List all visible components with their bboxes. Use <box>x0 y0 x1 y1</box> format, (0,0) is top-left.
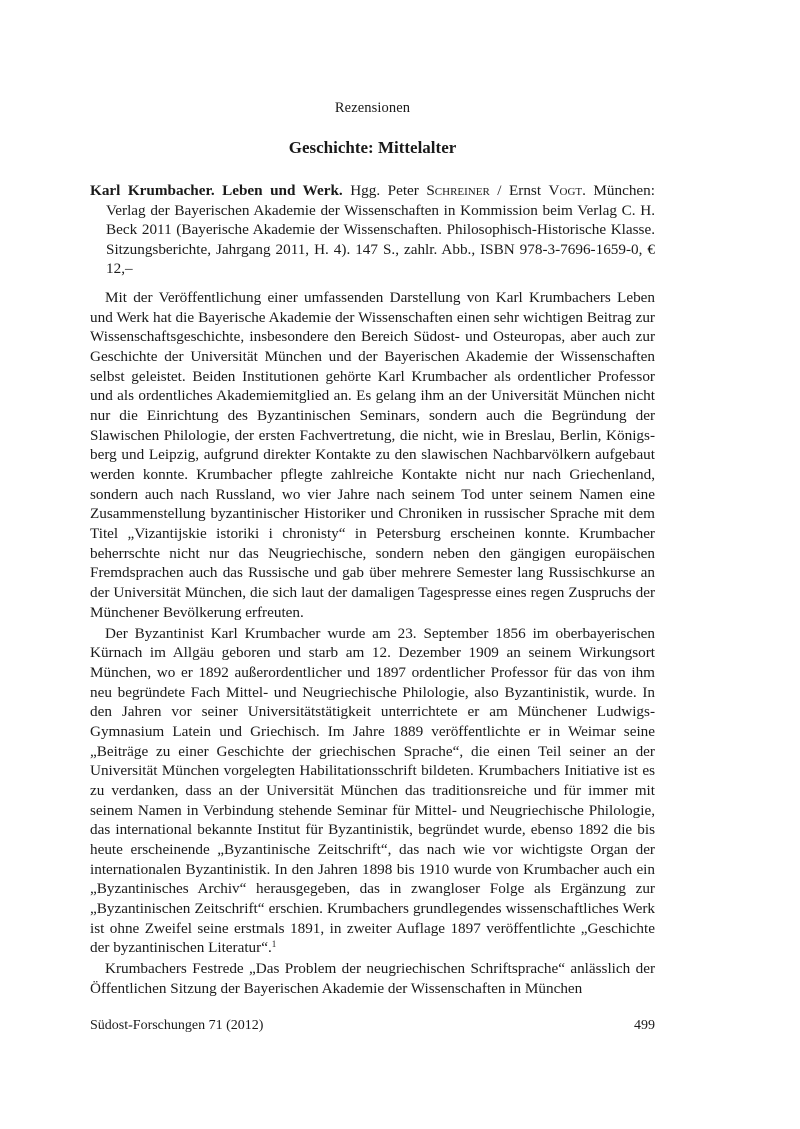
paragraph-text: Krumbachers Festrede „Das Problem der neugriechischen Schriftsprache“ anlässlich der Öffentlichen Sitzung der Bayerischen Akademie der Wissenschaften in München <box>90 960 655 997</box>
paragraph <box>90 288 655 622</box>
journal-citation: Südost-Forschungen 71 (2012) <box>90 1018 264 1033</box>
paragraph-text: Mit der Veröffentlichung einer umfassenden Darstellung von Karl Krumbachers Leben und Werk hat die Bayerische Akademie der Wissenschaften einen sehr wichtigen Beitrag zur Wissenschaftsgeschichte, insbesondere den Bereich Südost- und Osteuropas, aber auch zur Geschichte der Universität München und der Bayerischen Akademie der Wissenschaften selbst geleistet. Beiden Institutionen gehörte Karl Krumbacher als ordentlicher Professor und als ordentliches Akademiemitglied an. Es gelang ihm an der Universität München nicht nur die Einrichtung des Byzantinischen Seminars, sondern auch die Begründung der Slawischen Philologie, der ersten Fachvertretung, die nicht, wie in Breslau, Berlin, Königsberg und Leipzig, aufgrund direkter Kontakte zu den slawischen Nachbarvölkern aufgebaut werden konnte. Krumbacher pflegte zahlreiche Kontakte nicht nur nach Griechenland, sondern auch nach Russland, wo vier Jahre nach seinem Tod unter seinem Namen eine Zusammenstellung byzantinischer Historiker und Chroniken in russischer Sprache mit dem Titel „Vizantijskie istoriki i chronisty“ in Petersburg erscheinen konnte. Krumbacher beherrschte nicht nur das Neugriechische, sondern neben den gängigen europäischen Fremdsprachen auch das Russische und gab über mehrere Semester lang Russischkurse an der Universität München, die sich laut der damaligen Tagespresse eines regen Zuspruchs der Münchener Bevölkerung erfreuten. <box>90 289 655 621</box>
editor2-surname: Vogt <box>548 182 583 199</box>
document-page <box>90 0 655 1129</box>
book-author-title: Karl Krumbacher. Leben und Werk. <box>90 182 343 199</box>
bibliographic-entry <box>90 181 655 279</box>
section-title: Geschichte: Mittelalter <box>288 138 457 157</box>
review-body <box>90 288 655 999</box>
paragraph <box>90 624 655 958</box>
paragraph-text: Der Byzantinist Karl Krumbacher wurde am 23. September 1856 im oberbayerischen Kürnach im Allgäu geboren und starb am 12. Dezember 1909 an seinem Wirkungsort München, wo er 1892 außerordentlicher und 1897 ordentlicher Professor für das von ihm neu begründete Fach Mittel- und Neugriechische Philologie, also Byzantinistik, wurde. In den Jahren vor seiner Universitätstätigkeit unterrichtete er am Münchener Ludwigs-Gymnasium Latein und Griechisch. Im Jahre 1889 veröffentlichte er in Weimar seine „Beiträge zu einer Geschichte der griechischen Sprache“, die einen Teil seiner an der Universität München vorgelegten Habilitationsschrift bildeten. Krumbachers Initiative ist es zu verdanken, dass an der Universität München das traditionsreiche und für immer mit seinem Namen in Verbindung stehende Seminar für Mittel- und Neugriechische Philologie, das international bekannte Institut für Byzantinistik, begründet wurde, ebenso 1892 die bis heute erscheinende „Byzantinische Zeitschrift“, das nach wie vor wichtigste Organ der internationalen Byzantinistik. In den Jahren 1898 bis 1910 wurde von Krumbacher auch ein „Byzantinisches Archiv“ herausgegeben, das in zwangloser Folge als Ergänzung zur „Byzantinischen Zeitschrift“ erschien. Krumbachers grundlegendes wissenschaftliches Werk ist ohne Zweifel seine erstmals 1891, in zweiter Auflage 1897 veröffentlichte „Geschichte der byzantinischen Literatur“. <box>90 624 655 957</box>
editors-prefix: Hgg. Peter <box>342 182 427 199</box>
editor1-surname: Schreiner <box>426 182 490 199</box>
footnote-marker[interactable]: 1 <box>271 939 277 950</box>
publication-details: . München: Verlag der Bayerischen Akademie der Wissenschaften in Kommission beim Verlag C. H. Beck 2011 (Bayerische Akademie der Wissenschaften. Philosophisch-Historische Klasse. Sitzungsberichte, Jahrgang 2011, H. 4). 147 S., zahlr. Abb., ISBN 978-3-7696-1659-0, € 12,– <box>106 182 655 278</box>
editor-separator: / Ernst <box>489 182 549 199</box>
page-number: 499 <box>634 1018 655 1033</box>
running-head: Rezensionen <box>334 100 411 116</box>
paragraph <box>90 959 655 998</box>
